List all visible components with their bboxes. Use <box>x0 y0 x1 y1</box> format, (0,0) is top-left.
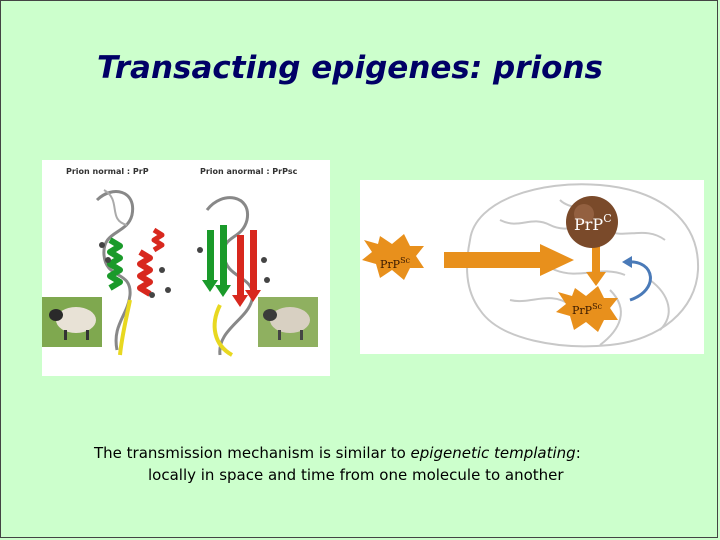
caption-line1-start: The transmission mechanism is similar to <box>94 444 411 462</box>
prpsc-star-left-icon <box>362 234 424 280</box>
slide-title: Transacting epigenes: prions <box>97 50 603 86</box>
prion-structure-figure <box>42 160 330 376</box>
caption <box>94 442 694 486</box>
prpc-label: PrP <box>574 215 604 234</box>
caption-emphasis: epigenetic templating <box>410 444 576 462</box>
caption-line2: locally in space and time from one molecule to another <box>148 466 564 484</box>
caption-line1-end: : <box>575 444 581 462</box>
brain-conversion-figure <box>360 180 704 354</box>
down-arrow-icon <box>586 242 606 286</box>
label-prion-abnormal: Prion anormal : PrPsc <box>200 167 298 176</box>
prpsc-right-label: PrP <box>572 304 593 317</box>
prpsc-left-superscript: Sc <box>400 256 411 265</box>
sheep-photo-left <box>42 297 102 347</box>
prpsc-left-label: PrP <box>380 258 401 271</box>
sheep-photo-right <box>258 297 318 347</box>
label-prion-normal: Prion normal : PrP <box>66 167 149 176</box>
prpsc-right-superscript: Sc <box>592 302 603 311</box>
prpsc-star-right-icon <box>556 286 618 332</box>
conversion-arrow-icon <box>444 244 574 276</box>
prpc-superscript: C <box>603 212 612 225</box>
prpc-ball-icon <box>566 196 618 248</box>
normal-prion-structure-image <box>97 190 171 355</box>
